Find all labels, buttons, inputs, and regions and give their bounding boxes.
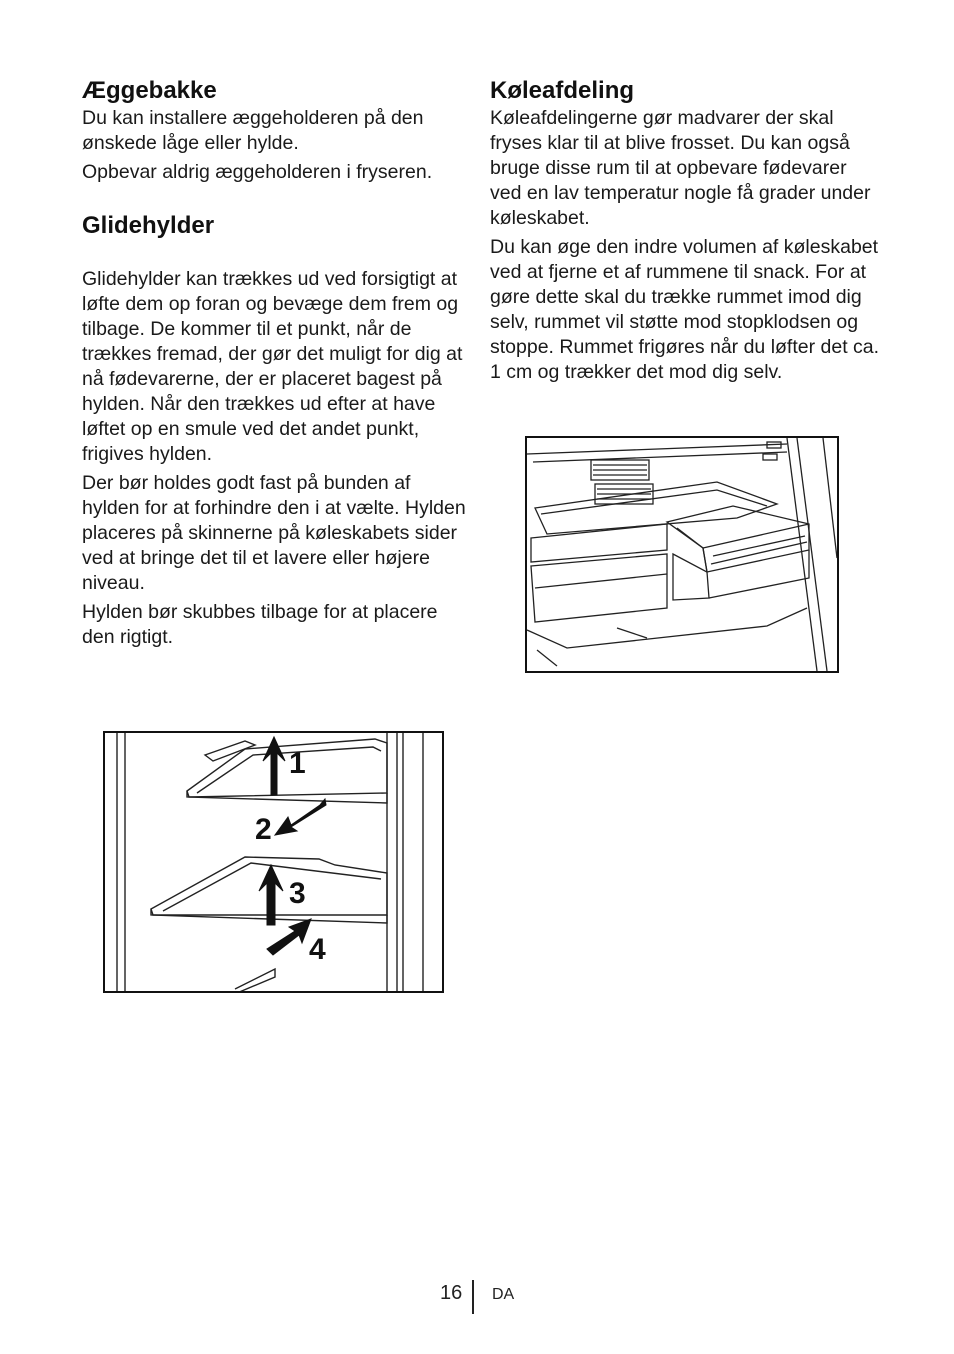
chill-compartment-drawing — [527, 438, 837, 671]
step-label-1: 1 — [289, 747, 306, 780]
chill-compartment-heading: Køleafdeling — [490, 77, 635, 104]
chill-compartment-illustration — [525, 436, 839, 673]
step-label-4: 4 — [309, 933, 326, 966]
language-code: DA — [492, 1286, 515, 1303]
sliding-shelves-paragraph-2: Der bør holdes godt fast på bunden af hylden for at forhindre den i at vælte. Hylden placeres på skinnerne på køleskabets sider ved at bringe det til et lavere eller højere niveau. — [82, 472, 466, 594]
sliding-shelves-paragraph-1: Glidehylder kan trækkes ud ved forsigtigt at løfte dem op foran og bevæge dem frem og tilbage. De kommer til et punkt, når de trækkes fremad, der gør det muligt for dig at nå fødevarerne, der er placeret bagest på hylden. Når den trækkes ud efter at have løftet op en smule ved det andet punkt, frigives hylden. — [82, 268, 463, 465]
egg-tray-paragraph-2: Opbevar aldrig æggeholderen i fryseren. — [82, 161, 433, 183]
sliding-shelves-heading: Glidehylder — [82, 212, 215, 239]
chill-compartment-paragraph-1: Køleafdelingerne gør madvarer der skal fryses klar til at blive frosset. Du kan også bruge disse rum til at opbevare fødevarer ved en lav temperatur nogle få grader under køleskabet. — [490, 107, 871, 229]
egg-tray-heading: Æggebakke — [82, 77, 217, 104]
right-column — [490, 76, 882, 389]
page-number: 16 — [440, 1282, 463, 1304]
page-footer — [0, 1280, 954, 1316]
step-label-3: 3 — [289, 877, 306, 910]
step-label-2: 2 — [255, 813, 272, 846]
egg-tray-paragraph-1: Du kan installere æggeholderen på den ønskede låge eller hylde. — [82, 107, 424, 154]
sliding-shelf-drawing — [105, 733, 442, 991]
footer-divider — [472, 1280, 474, 1314]
sliding-shelf-illustration — [103, 731, 444, 993]
chill-compartment-paragraph-2: Du kan øge den indre volumen af køleskabet ved at fjerne et af rummene til snack. For at gøre dette skal du trække rummet imod dig selv, rummet vil støtte mod stopklodsen og stoppe. Rummet frigøres når du løfter det ca. 1 cm og trækker det mod dig selv. — [490, 236, 880, 383]
left-column — [82, 76, 467, 654]
sliding-shelves-paragraph-3: Hylden bør skubbes tilbage for at placere den rigtigt. — [82, 601, 438, 648]
